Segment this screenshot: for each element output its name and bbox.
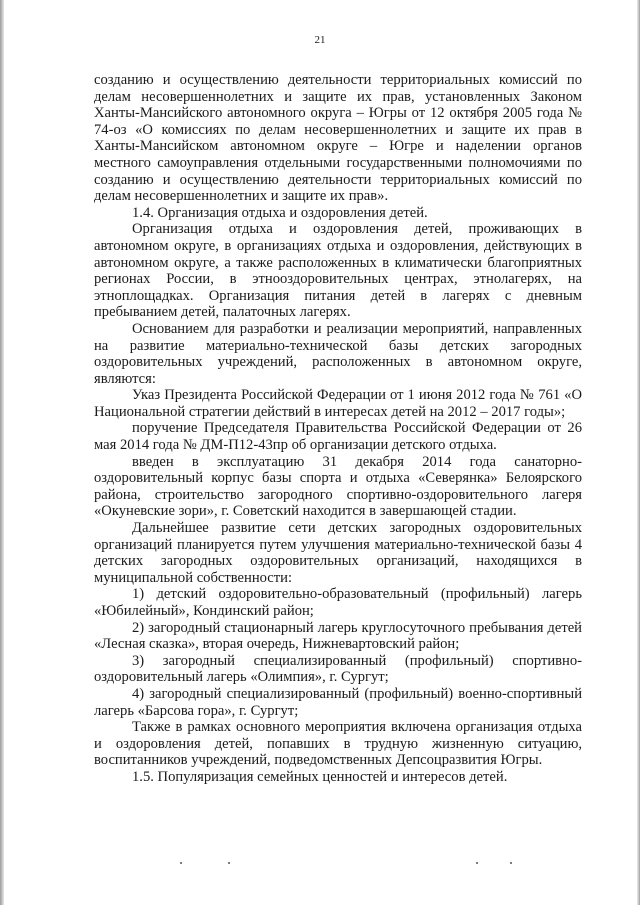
paragraph-7: введен в эксплуатацию 31 декабря 2014 года санаторно-оздоровительный корпус базы спорта и отдыха «Северянка» Белоярского района, строительство загородного спортивно-оздоровительного лагеря «Окуневские зори», г. Советский находится в завершающей стадии. bbox=[94, 453, 582, 520]
paragraph-13: Также в рамках основного мероприятия включена организация отдыха и оздоровления детей, попавших в трудную жизненную ситуацию, воспитанников учреждений, подведомственных Депсоцразвития Югры. bbox=[94, 719, 582, 769]
dot bbox=[180, 862, 182, 864]
dot bbox=[476, 862, 478, 864]
dot bbox=[510, 862, 512, 864]
scan-artifact-dots bbox=[170, 862, 470, 866]
paragraph-4: Основанием для разработки и реализации мероприятий, направленных на развитие материально-технической базы детских загородных оздоровительных учреждений, расположенных в автономном округе, являются: bbox=[94, 320, 582, 387]
paragraph-8: Дальнейшее развитие сети детских загородных оздоровительных организаций планируется путем улучшения материально-технической базы 4 детских загородных оздоровительных организаций, находящихся в муниципальной собственности: bbox=[94, 520, 582, 586]
list-item-1: 1) детский оздоровительно-образовательный (профильный) лагерь «Юбилейный», Кондинский район; bbox=[94, 586, 582, 619]
list-item-3: 3) загородный специализированный (профильный) спортивно-оздоровительный лагерь «Олимпия», г. Сургут; bbox=[94, 652, 582, 686]
document-body bbox=[94, 72, 582, 786]
paragraph-1: созданию и осуществлению деятельности территориальных комиссий по делам несовершеннолетних и защите их прав, установленных Законом Ханты-Мансийского автономного округа – Югры от 12 октября 2005 года № 74-оз «О комиссиях по делам несовершеннолетних и защите их прав в Ханты-Мансийском автономном округе – Югре и наделении органов местного самоуправления отдельными государственными полномочиями по созданию и осуществлению деятельности территориальных комиссий по делам несовершеннолетних и защите их прав». bbox=[94, 72, 582, 205]
dot bbox=[228, 862, 230, 864]
page-number: 21 bbox=[314, 34, 326, 46]
section-heading-1-5: 1.5. Популяризация семейных ценностей и интересов детей. bbox=[132, 768, 508, 785]
section-heading-1-4: 1.4. Организация отдыха и оздоровления детей. bbox=[132, 204, 428, 221]
list-item-2: 2) загородный стационарный лагерь круглосуточного пребывания детей «Лесная сказка», вторая очередь, Нижневартовский район; bbox=[94, 619, 582, 653]
paragraph-5: Указ Президента Российской Федерации от 1 июня 2012 года № 761 «О Национальной стратегии действий в интересах детей на 2012 – 2017 годы»; bbox=[94, 387, 582, 420]
paragraph-6: поручение Председателя Правительства Российской Федерации от 26 мая 2014 года № ДМ-П12-43пр об организации детского отдыха. bbox=[94, 420, 582, 454]
scan-edge-left bbox=[0, 0, 4, 905]
paragraph-3: Организация отдыха и оздоровления детей, проживающих в автономном округе, в организациях отдыха и оздоровления, действующих в автономном округе, а также расположенных в климатически благоприятных регионах России, в этнооздоровительных центрах, этнолагерях, на этноплощадках. Организация питания детей в лагерях с дневным пребыванием детей, палаточных лагерях. bbox=[94, 221, 582, 321]
list-item-4: 4) загородный специализированный (профильный) военно-спортивный лагерь «Барсова гора», г. Сургут; bbox=[94, 685, 582, 719]
